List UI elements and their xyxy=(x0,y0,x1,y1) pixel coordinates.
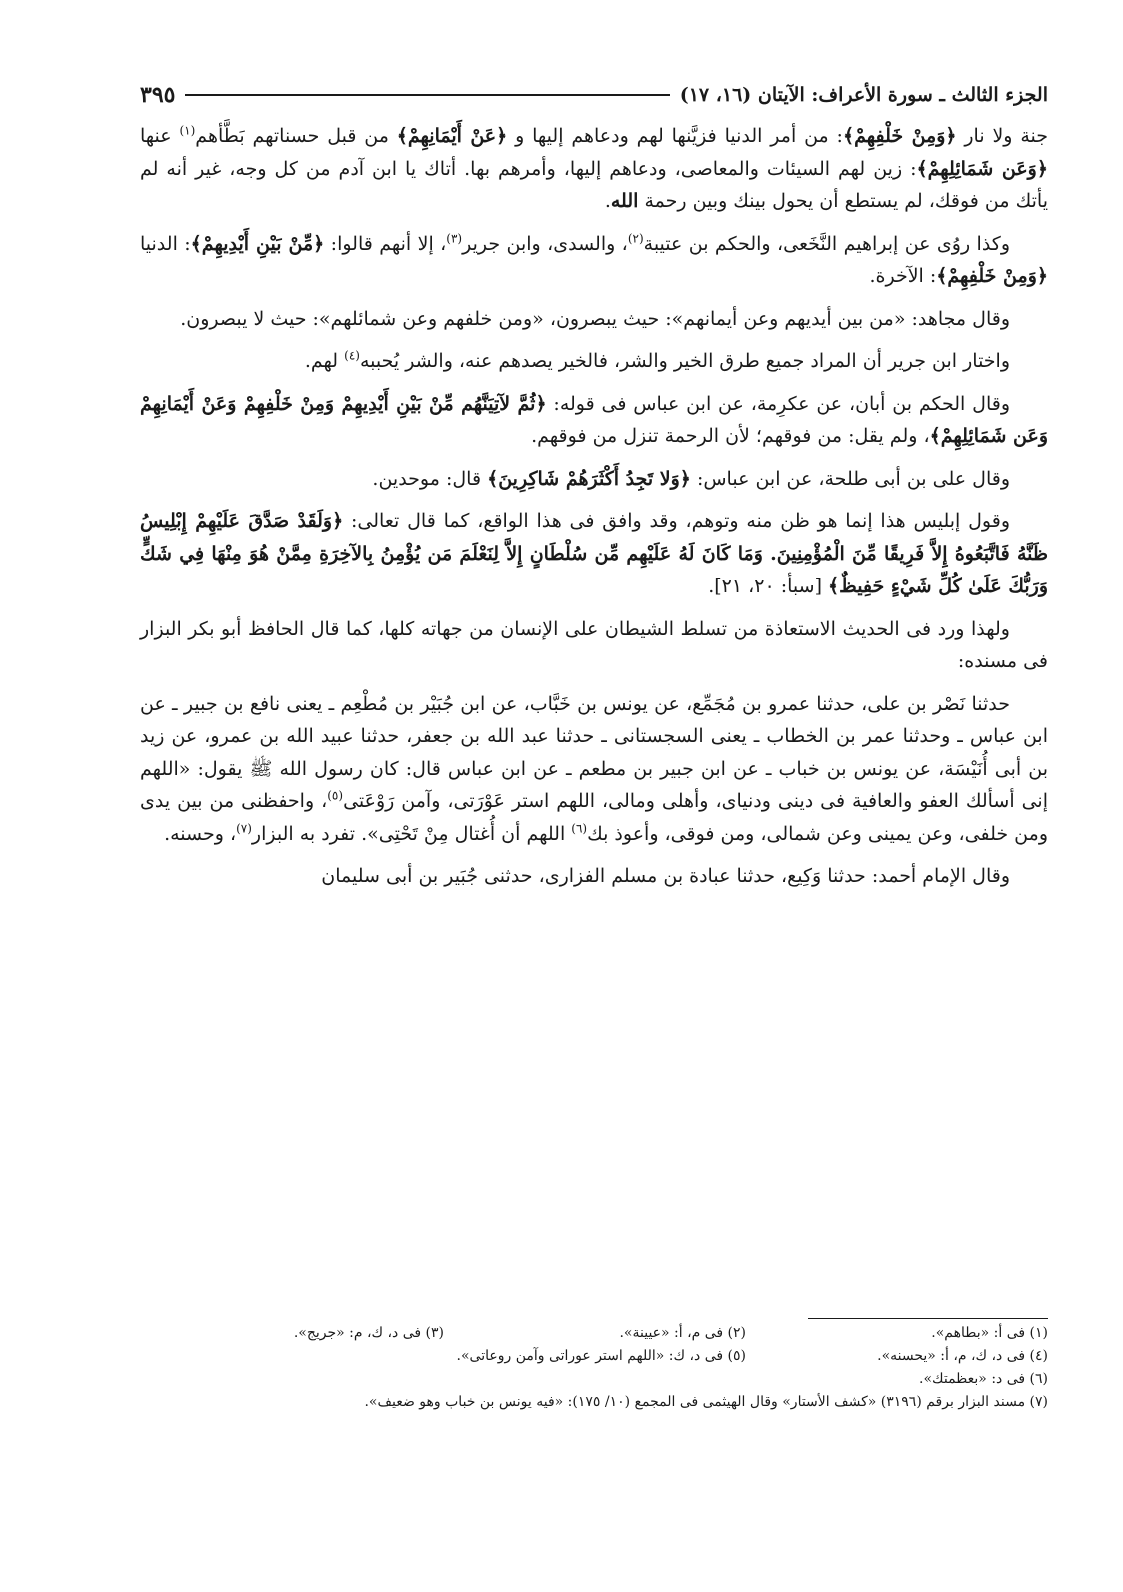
footnote-row xyxy=(140,1368,1048,1391)
text-run: ، والسدى، وابن جرير xyxy=(462,232,628,255)
footnote-row xyxy=(140,1391,1048,1414)
text-run: واختار ابن جرير أن المراد جميع طرق الخير والشر، فالخير يصدهم عنه، والشر يُحببه xyxy=(359,350,1010,372)
text-run: اللهم أن أُغتال مِنْ تَحْتِى». تفرد به البزار xyxy=(251,822,572,845)
paragraph-10: وقال الإمام أحمد: حدثنا وَكِيع، حدثنا عبادة بن مسلم الفزارى، حدثنى جُبَير بن أبى سليمان xyxy=(321,865,1010,887)
footnote-row xyxy=(140,1322,1048,1345)
footnote-row xyxy=(140,1345,1048,1368)
footnote-marker: (٢) xyxy=(627,231,644,246)
paragraph-3: وقال مجاهد: «من بين أيديهم وعن أيمانهم»: حيث يبصرون، «ومن خلفهم وعن شمائلهم»: حيث لا يبصرون. xyxy=(180,307,1010,330)
text-run: ، وحسنه. xyxy=(164,822,237,845)
text-run: ، واحفظنى من بين يدى ومن خلفى، وعن يمينى وعن شمالى، ومن فوقى، وأعوذ بك xyxy=(140,790,1048,845)
text-run: : زين لهم السيئات والمعاصى، ودعاهم إليها، وأمرهم بها. أتاك يا ابن آدم من كل وجه، غير أنه لم يأتك من فوقك، لم يستطع أن يحول بينك وبين رحمة xyxy=(140,157,1048,212)
footnote-marker: (٦) xyxy=(571,821,588,836)
footnote-separator xyxy=(808,1318,1048,1319)
footnote-4: (٤) فى د، ك، م، أ: «يحسنه». xyxy=(877,1348,1048,1364)
text-run: : الدنيا xyxy=(140,232,191,255)
paragraph-7 xyxy=(140,505,1048,603)
paragraph-1 xyxy=(140,120,1048,218)
quran-quote: ﴿وَلا تَجِدُ أَكْثَرَهُمْ شَاكِرِينَ﴾ xyxy=(487,467,691,490)
running-title: الجزء الثالث ـ سورة الأعراف: الآيتان (١٦، ١٧) xyxy=(679,84,1048,106)
paragraph-4 xyxy=(140,345,1048,378)
text-run: قال: موحدين. xyxy=(372,467,488,490)
paragraph-5 xyxy=(140,388,1048,453)
text-run: عنها xyxy=(140,125,180,147)
footnote-1: (١) فى أ: «بطاهم». xyxy=(931,1325,1048,1341)
quran-quote: ﴿وَمِنْ خَلْفِهِمْ﴾ xyxy=(936,265,1048,287)
text-run: وقول إبليس هذا إنما هو ظن منه وتوهم، وقد وافق فى هذا الواقع، كما قال تعالى: xyxy=(343,510,1010,532)
footnote-6: (٦) فى د: «بعظمتك». xyxy=(919,1371,1048,1387)
text-run: [سبأ: ٢٠، ٢١]. xyxy=(708,575,829,597)
text-run: من قبل حسناتهم بَطَّأهم xyxy=(195,125,397,147)
paragraph-8: ولهذا ورد فى الحديث الاستعاذة من تسلط الشيطان على الإنسان من جهاته كلها، كما قال الحافظ أبو بكر البزار فى مسنده: xyxy=(140,617,1048,672)
paragraph-6 xyxy=(140,463,1048,496)
paragraph-2 xyxy=(140,228,1048,293)
footnote-marker: (١) xyxy=(179,123,196,138)
footnote-5: (٥) فى د، ك: «اللهم استر عوراتى وآمن روعاتى». xyxy=(456,1348,746,1364)
quran-quote: ﴿وَلَقَدْ صَدَّقَ عَلَيْهِمْ إِبْلِيسُ ظَنَّهُ فَاتَّبَعُوهُ إِلاَّ فَرِيقًا مِّنَ الْمُؤْمِنِينَ. وَمَا كَانَ لَهُ عَلَيْهِم مِّن سُلْطَانٍ إِلاَّ لِنَعْلَمَ مَن يُؤْمِنُ بِالآخِرَةِ مِمَّنْ هُوَ مِنْهَا فِي شَكٍّ وَرَبُّكَ عَلَىٰ كُلِّ شَيْءٍ حَفِيظٌ﴾ xyxy=(140,510,1048,597)
footnote-marker: (٥) xyxy=(327,788,344,803)
quran-quote: ﴿مِّنْ بَيْنِ أَيْدِيهِمْ﴾ xyxy=(190,232,325,255)
footnote-marker: (٣) xyxy=(446,231,463,246)
footnote-marker: (٤) xyxy=(344,348,360,363)
page-number: ٣٩٥ xyxy=(140,82,176,108)
paragraph-9 xyxy=(140,688,1048,851)
footnotes xyxy=(140,1322,1048,1414)
header-rule xyxy=(185,94,669,96)
quran-quote: ﴿وَمِنْ خَلْفِهِمْ﴾ xyxy=(842,125,957,147)
text-run: ، ولم يقل: من فوقهم؛ لأن الرحمة تنزل من فوقهم. xyxy=(531,425,930,447)
text-run: وقال الحكم بن أبان، عن عكرِمة، عن ابن عباس فى قوله: xyxy=(546,392,1010,415)
footnote-marker: (٧) xyxy=(236,821,252,836)
text-run: جنة ولا نار xyxy=(956,125,1048,147)
text-run: ، إلا أنهم قالوا: xyxy=(324,232,447,255)
text-run: : الآخرة. xyxy=(869,265,937,287)
text-run: . xyxy=(604,190,611,212)
text-run: وكذا روُى عن إبراهيم النَّخَعى، والحكم بن عتيبة xyxy=(643,232,1011,255)
footnote-2: (٢) فى م، أ: «عيينة». xyxy=(619,1325,746,1341)
divine-name: الله xyxy=(610,190,639,212)
quran-quote: ﴿ثُمَّ لآتِيَنَّهُم مِّنْ بَيْنِ أَيْدِيهِمْ وَمِنْ خَلْفِهِمْ وَعَنْ أَيْمَانِهِمْ وَعَن شَمَائِلِهِمْ﴾ xyxy=(140,392,1048,447)
text-run: : من أمر الدنيا فزيَّنها لهم ودعاهم إليها و xyxy=(507,125,843,147)
main-text xyxy=(140,120,1048,903)
quran-quote: ﴿وَعَن شَمَائِلِهِمْ﴾ xyxy=(916,157,1048,180)
text-run: حدثنا نَصْر بن على، حدثنا عمرو بن مُجَمِّع، عن يونس بن خَبَّاب، عن ابن جُبَيْر بن مُطْعِم ـ يعنى نافع بن جبير ـ عن ابن عباس ـ وحدثنا عمر بن الخطاب ـ يعنى السجستانى ـ حدثنا عبد الله بن جعفر، حدثنا عبيد الله بن عمرو، عن زيد بن أبى أُنَيْسَة، عن يونس بن خباب ـ عن ابن جبير بن مطعم ـ عن ابن عباس قال: كان رسول الله ﷺ يقول: «اللهم إنى أسألك العفو والعافية فى دينى ودنياى، وأهلى ومالى، اللهم استر عَوْرَتى، وآمن رَوْعَتى xyxy=(140,692,1048,812)
text-run: لهم. xyxy=(304,350,345,372)
quran-quote: ﴿عَنْ أَيْمَانِهِمْ﴾ xyxy=(396,125,508,147)
footnote-3: (٣) فى د، ك، م: «جريج». xyxy=(293,1325,444,1341)
footnote-7: (٧) مسند البزار برقم (٣١٩٦) «كشف الأستار» وقال الهيثمى فى المجمع (١٠/ ١٧٥): «فيه يونس بن خباب وهو ضعيف». xyxy=(364,1394,1048,1410)
text-run: وقال على بن أبى طلحة، عن ابن عباس: xyxy=(690,467,1010,490)
page-header xyxy=(140,78,1048,112)
